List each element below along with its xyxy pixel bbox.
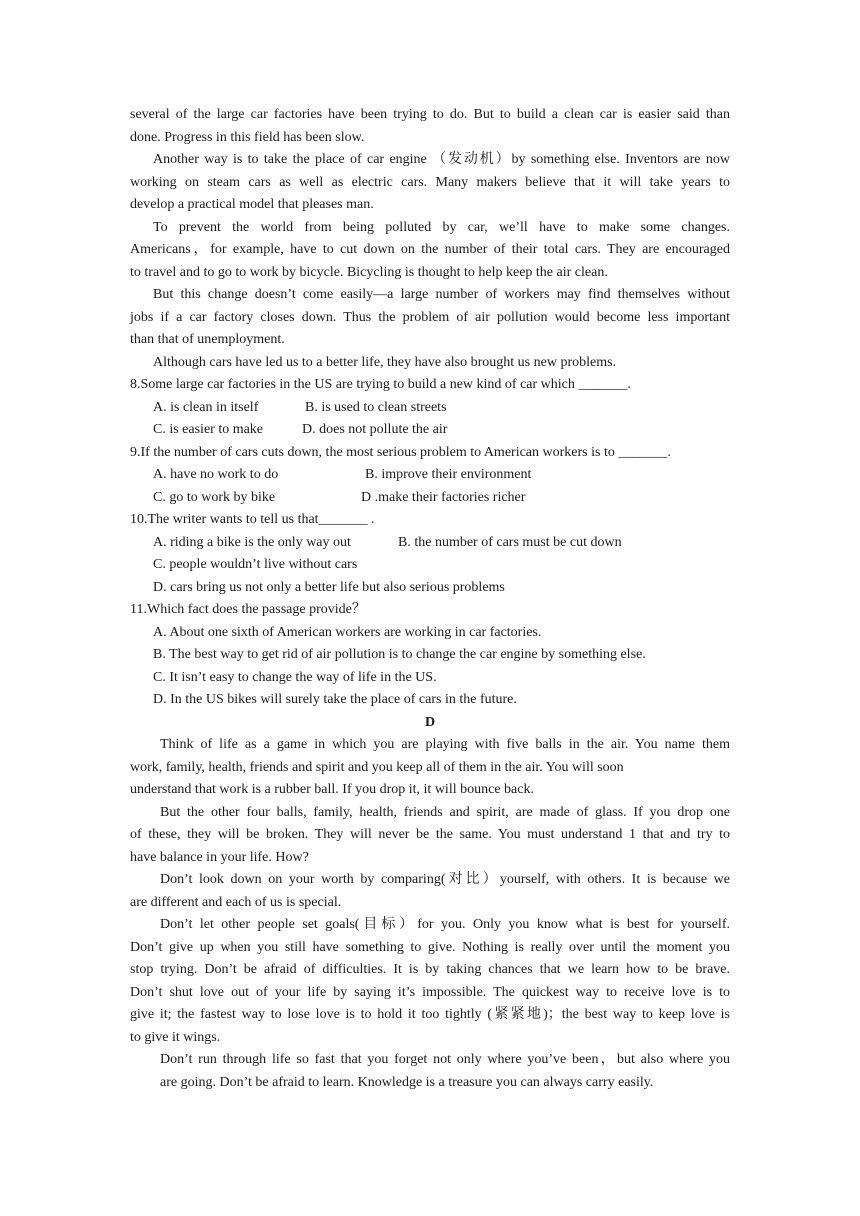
text-line: Don’t look down on your worth by comparing(对比）yourself, with others. It is because we <box>160 872 730 887</box>
text-line: understand that work is a rubber ball. If you drop it, it will bounce back. <box>130 782 534 797</box>
option-d: D. does not pollute the air <box>302 422 448 437</box>
text-line: work, family, health, friends and spirit and you keep all of them in the air. You will soon <box>130 759 624 775</box>
question-stem: 11.Which fact does the passage provide？ <box>130 602 366 617</box>
passage-c-paragraph-2 <box>130 149 730 217</box>
passage-d-paragraph-1 <box>130 734 730 802</box>
text-line: than that of unemployment. <box>130 332 285 347</box>
option-b: B. is used to clean streets <box>305 399 447 415</box>
option-a: A. is clean in itself <box>153 399 259 415</box>
passage-c-paragraph-5 <box>130 352 730 375</box>
document-body <box>130 104 730 1094</box>
option-row <box>130 622 730 645</box>
option-b: B. improve their environment <box>365 467 532 482</box>
question-8 <box>130 374 730 442</box>
question-stem: 9.If the number of cars cuts down, the most serious problem to American workers is to _______. <box>130 444 671 460</box>
question-stem: 8.Some large car factories in the US are trying to build a new kind of car which _______. <box>130 377 631 392</box>
text-line: working on steam cars as well as electric cars. Many makers believe that it will take years to <box>130 174 730 190</box>
passage-c-paragraph-3 <box>130 217 730 285</box>
option-row <box>130 419 730 442</box>
option-row <box>130 554 730 577</box>
option-a: A. About one sixth of American workers are working in car factories. <box>153 624 542 640</box>
text-line: Although cars have led us to a better life, they have also brought us new problems. <box>153 354 617 370</box>
passage-d-paragraph-4 <box>130 914 730 1049</box>
text-line: Don’t run through life so fast that you forget not only where you’ve been，but also where you <box>160 1052 730 1067</box>
text-line: develop a practical model that pleases man. <box>130 197 374 212</box>
option-b: B. the number of cars must be cut down <box>398 534 622 550</box>
option-c: C. It isn’t easy to change the way of life in the US. <box>153 669 437 685</box>
option-d: D. cars bring us not only a better life but also serious problems <box>153 579 505 595</box>
option-row <box>130 487 730 510</box>
text-line: Another way is to take the place of car engine （发动机）by something else. Inventors are now <box>153 152 730 167</box>
text-line: But this change doesn’t come easily—a large number of workers may find themselves without <box>153 287 730 302</box>
option-d: D .make their factories richer <box>361 489 526 505</box>
question-stem: 10.The writer wants to tell us that_______ . <box>130 512 375 527</box>
question-10 <box>130 509 730 599</box>
passage-d-paragraph-5 <box>130 1049 730 1094</box>
text-line: But the other four balls, family, health, friends and spirit, are made of glass. If you drop one <box>160 804 730 820</box>
option-row <box>130 397 730 420</box>
text-line: are going. Don’t be afraid to learn. Knowledge is a treasure you can always carry easily. <box>160 1074 654 1090</box>
option-a: A. have no work to do <box>153 467 279 482</box>
text-line: of these, they will be broken. They will never be the same. You must understand 1 that and try to <box>130 827 730 842</box>
option-c: C. is easier to make <box>153 422 264 437</box>
text-line: to travel and to go to work by bicycle. Bicycling is thought to help keep the air clean. <box>130 264 608 280</box>
question-11 <box>130 599 730 712</box>
option-row <box>130 644 730 667</box>
passage-c-paragraph-4 <box>130 284 730 352</box>
text-line: several of the large car factories have been trying to do. But to build a clean car is easier said than <box>130 107 730 122</box>
option-row <box>130 577 730 600</box>
passage-d-paragraph-3 <box>130 869 730 914</box>
text-line: are different and each of us is special. <box>130 894 342 910</box>
text-line: to give it wings. <box>130 1029 221 1045</box>
option-row <box>130 667 730 690</box>
passage-c-paragraph-1 <box>130 104 730 149</box>
text-line: done. Progress in this field has been slow. <box>130 129 365 145</box>
option-row <box>130 689 730 712</box>
text-line: Americans，for example, have to cut down on the number of their total cars. They are encouraged <box>130 242 730 257</box>
text-line: Don’t shut love out of your life by saying it’s impossible. The quickest way to receive love is to <box>130 984 730 1000</box>
text-line: Think of life as a game in which you are playing with five balls in the air. You name them <box>160 737 730 752</box>
text-line: stop trying. Don’t be afraid of difficulties. It is by taking chances that we learn how to be brave. <box>130 962 730 977</box>
option-c: C. people wouldn’t live without cars <box>153 557 358 572</box>
text-line: Don’t give up when you still have something to give. Nothing is really over until the moment you <box>130 939 730 955</box>
question-9 <box>130 442 730 510</box>
option-c: C. go to work by bike <box>153 489 276 505</box>
text-line: Don’t let other people set goals(目标）for you. Only you know what is best for yourself. <box>160 917 730 932</box>
text-line: give it; the fastest way to lose love is to hold it too tightly (紧紧地)；the best way to keep love is <box>130 1007 730 1022</box>
text-line: jobs if a car factory closes down. Thus the problem of air pollution would become less important <box>130 309 730 325</box>
option-a: A. riding a bike is the only way out <box>153 534 351 550</box>
passage-d-paragraph-2 <box>130 802 730 870</box>
option-row <box>130 464 730 487</box>
option-row <box>130 532 730 555</box>
option-d: D. In the US bikes will surely take the place of cars in the future. <box>153 692 517 707</box>
text-line: To prevent the world from being polluted by car, we’ll have to make some changes. <box>153 219 730 235</box>
section-heading: D <box>424 714 436 730</box>
text-line: have balance in your life. How? <box>130 849 309 865</box>
option-b: B. The best way to get rid of air pollution is to change the car engine by something else. <box>153 647 646 662</box>
